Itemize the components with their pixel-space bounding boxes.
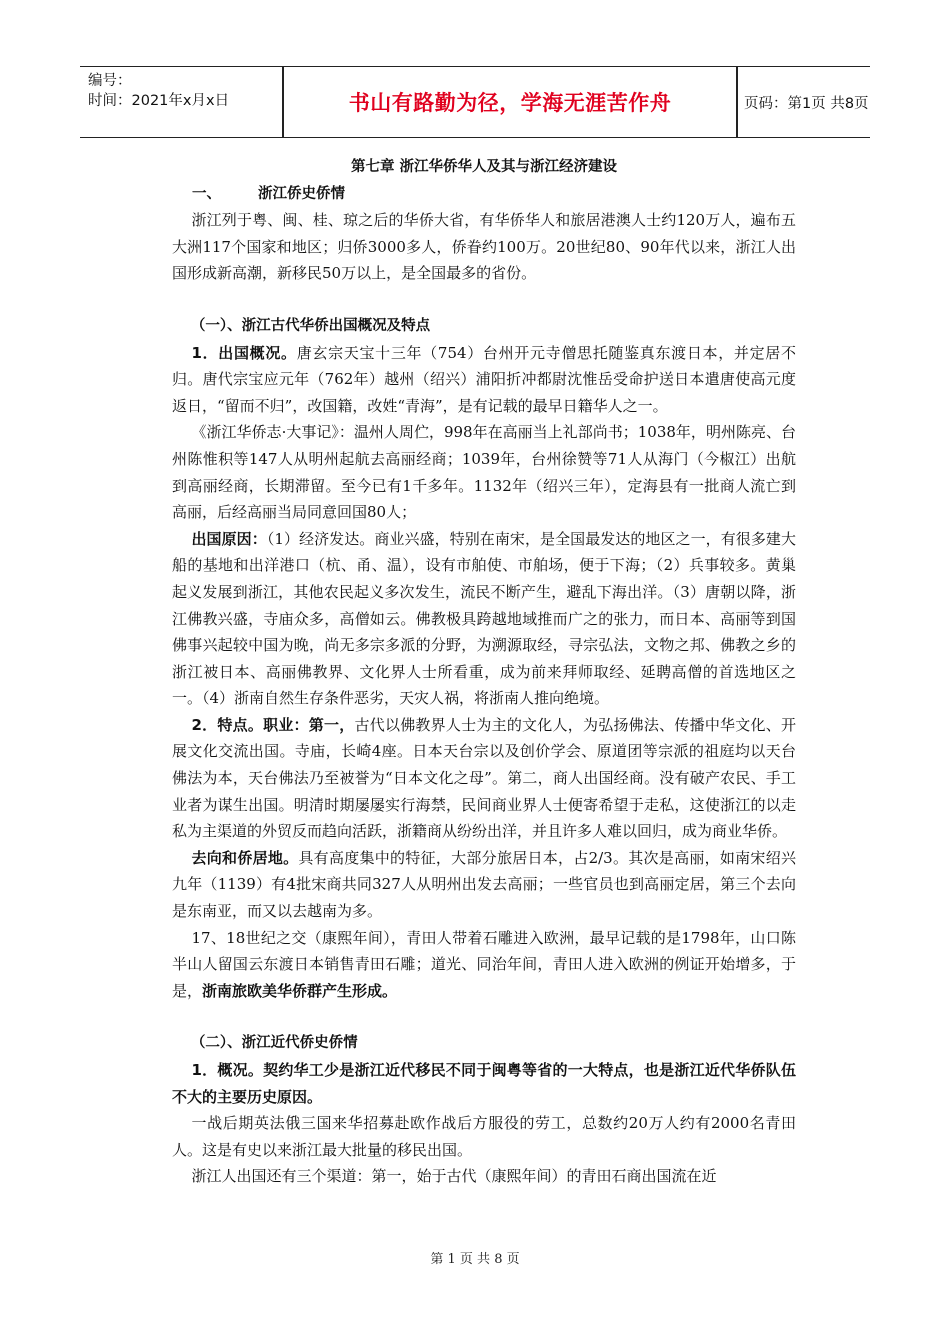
paragraph bbox=[172, 712, 796, 845]
paragraph: 《浙江华侨志·大事记》：温州人周伫，998年在高丽当上礼部尚书；1038年，明州陈亮、台州陈惟积等147人从明州起航去高丽经商；1039年，台州徐赞等71人从海门（今椒江）出航到高丽经商，长期滞留。至今已有1千多年。1132年（绍兴三年），定海县有一批商人流亡到高丽，后经高丽当局同意回国80人； bbox=[172, 423, 796, 522]
paragraph: 浙江人出国还有三个渠道：第一，始于古代（康熙年间）的青田石商出国流在近 bbox=[191, 1167, 717, 1186]
paragraph-text: 古代以佛教界人士为主的文化人，为弘扬佛法、传播中华文化、开展文化交流出国。寺庙，长崎4座。日本天台宗以及创价学会、原道团等宗派的祖庭均以天台佛法为本，天台佛法乃至被誉为“日本文化之母”。第二，商人出国经商。没有破产农民、手工业者为谋生出国。明清时期屡屡实行海禁，民间商业界人士便寄希望于走私，这使浙江的以走私为主渠道的外贸反而趋向活跃，浙籍商从纷纷出洋，并且许多人难以回归，成为商业华侨。 bbox=[172, 715, 796, 841]
subsection-heading: （二）、浙江近代侨史侨情 bbox=[190, 1035, 358, 1052]
paragraph-lead: 1．出国概况。 bbox=[191, 343, 297, 362]
paragraph-lead: 2．特点。职业：第一， bbox=[191, 715, 355, 734]
header-divider bbox=[736, 67, 738, 137]
chapter-title: 第七章 浙江华侨华人及其与浙江经济建设 bbox=[350, 159, 618, 175]
paragraph-text: 唐玄宗天宝十三年（754）台州开元寺僧思托随鉴真东渡日本，并定居不归。唐代宗宝应元年（762年）越州（绍兴）浦阳折冲都尉沈惟岳受命护送日本遣唐使高元度返日，“留而不归”，改国籍，改姓“青海”，是有记载的最早日籍华人之一。 bbox=[172, 343, 796, 415]
paragraph: 一战后期英法俄三国来华招募赴欧作战后方服役的劳工，总数约20万人约有2000名青田人。这是有史以来浙江最大批量的移民出国。 bbox=[172, 1114, 796, 1159]
header-table bbox=[80, 66, 870, 138]
paragraph-emphasis: 浙南旅欧美华侨群产生形成。 bbox=[202, 981, 398, 1000]
paragraph-lead: 去向和侨居地。 bbox=[191, 848, 299, 867]
paragraph-lead: 出国原因： bbox=[191, 529, 267, 548]
paragraph: 浙江列于粤、闽、桂、琼之后的华侨大省，有华侨华人和旅居港澳人士约120万人，遍布五大洲117个国家和地区；归侨3000多人，侨眷约100万。20世纪80、90年代以来，浙江人出国形成新高潮，新移民50万以上，是全国最多的省份。 bbox=[172, 211, 796, 283]
paragraph bbox=[172, 845, 796, 925]
header-page-info: 页码：第1页 共8页 bbox=[744, 95, 869, 112]
code-label: 编号： bbox=[88, 73, 132, 89]
section-title: 浙江侨史侨情 bbox=[258, 185, 345, 202]
section-number: 一、 bbox=[192, 185, 221, 202]
paragraph bbox=[172, 925, 796, 1005]
paragraph-text: （1）经济发达。商业兴盛，特别在南宋，是全国最发达的地区之一，有很多建大船的基地和出洋港口（杭、甬、温），设有市舶使、市舶场，便于下海；（2）兵事较多。黄巢起义发展到浙江，其他农民起义多次发生，流民不断产生，避乱下海出洋。（3）唐朝以降，浙江佛教兴盛，寺庙众多，高僧如云。佛教极具跨越地域推而广之的张力，而日本、高丽等到国佛事兴起较中国为晚，尚无多宗多派的分野，为溯源取经，寻宗弘法，文物之邦、佛教之乡的浙江被日本、高丽佛教界、文化界人士所看重，成为前来拜师取经、延聘高僧的首选地区之一。（4）浙南自然生存条件恶劣，天灾人祸，将浙南人推向绝境。 bbox=[172, 529, 796, 708]
paragraph-text: 具有高度集中的特征，大部分旅居日本，占2/3。其次是高丽，如南宋绍兴九年（1139）有4批宋商共同327人从明州出发去高丽；一些官员也到高丽定居，第三个去向是东南亚，而又以去越南为多。 bbox=[172, 848, 796, 921]
paragraph bbox=[172, 340, 796, 420]
subsection-heading: （一）、浙江古代华侨出国概况及特点 bbox=[190, 317, 431, 334]
header-meta bbox=[88, 71, 278, 111]
paragraph bbox=[172, 526, 796, 712]
page-footer: 第 1 页 共 8 页 bbox=[430, 1252, 520, 1267]
paragraph: 1．概况。契约华工少是浙江近代移民不同于闽粤等省的一大特点，也是浙江近代华侨队伍不大的主要历史原因。 bbox=[172, 1061, 796, 1106]
section-heading bbox=[172, 181, 796, 208]
header-motto: 书山有路勤为径，学海无涯苦作舟 bbox=[348, 91, 672, 115]
paragraph-text: 17、18世纪之交（康熙年间），青田人带着石雕进入欧洲，最早记载的是1798年，山口陈半山人留国云东渡日本销售青田石雕；道光、同治年间，青田人进入欧洲的例证开始增多，于是， bbox=[172, 928, 796, 1000]
document-body bbox=[172, 154, 796, 1190]
time-label: 时间：2021年x月x日 bbox=[88, 93, 230, 109]
